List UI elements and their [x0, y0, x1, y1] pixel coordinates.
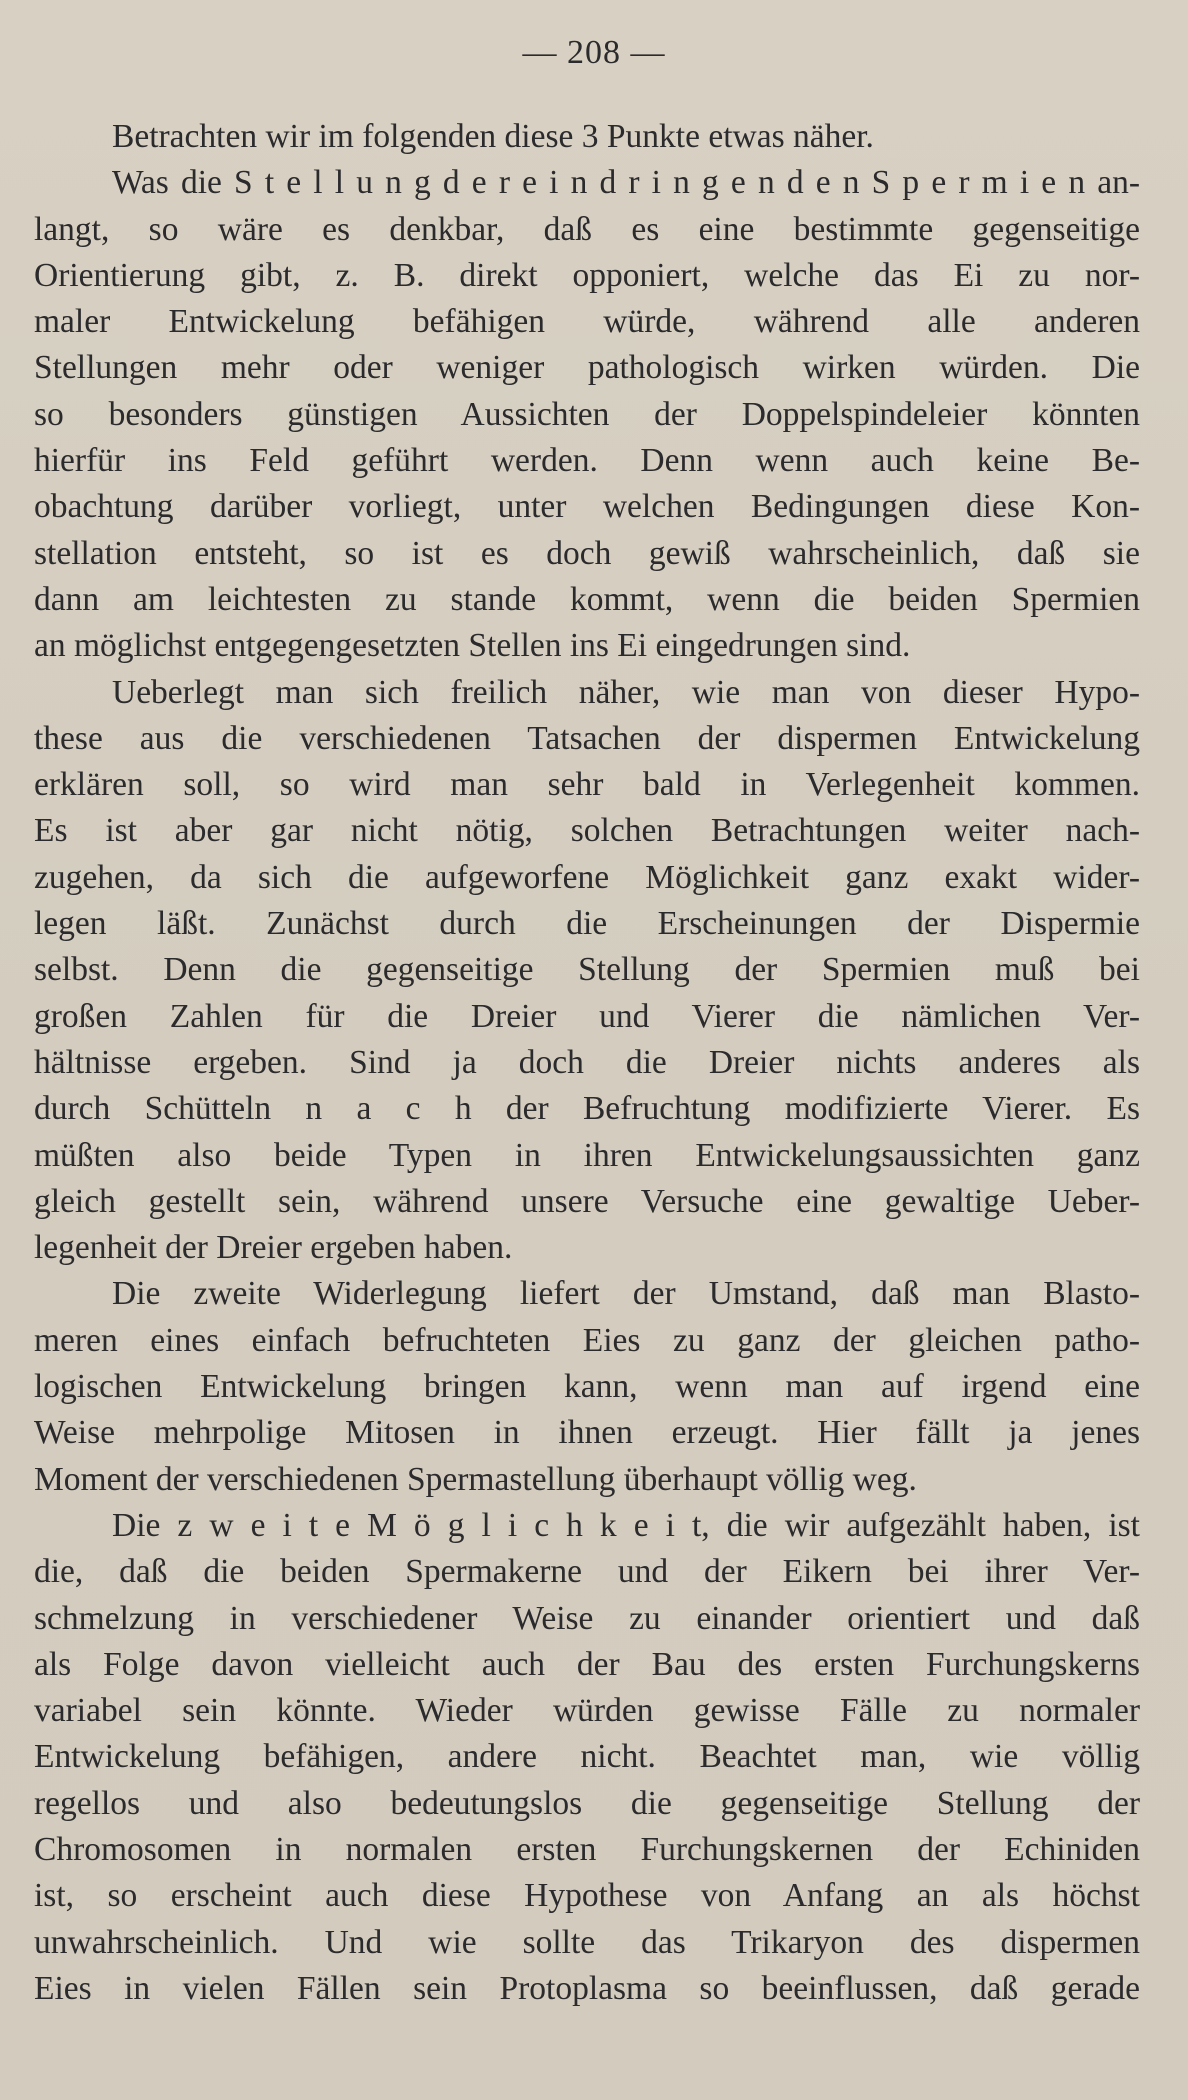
- text-line: stellation entsteht, so ist es doch gewiß wahrscheinlich, daß sie: [34, 534, 1140, 572]
- text-line: legen läßt. Zunächst durch die Erscheinungen der Dispermie: [34, 905, 1140, 943]
- text-line: Die z w e i t e M ö g l i c h k e i t, die wir aufgezählt haben, ist: [112, 1506, 1140, 1544]
- text-line: hältnisse ergeben. Sind ja doch die Dreier nichts anderes als: [34, 1043, 1140, 1081]
- text-line: Was die S t e l l u n g d e r e i n d r i n g e n d e n S p e r m i e n an-: [112, 164, 1140, 202]
- text-line: Weise mehrpolige Mitosen in ihnen erzeugt. Hier fällt ja jenes: [34, 1414, 1140, 1452]
- text-line: langt, so wäre es denkbar, daß es eine bestimmte gegenseitige: [34, 210, 1140, 248]
- text-line: these aus die verschiedenen Tatsachen der dispermen Entwickelung: [34, 719, 1140, 757]
- text-line: Stellungen mehr oder weniger pathologisch wirken würden. Die: [34, 349, 1140, 387]
- text-line: maler Entwickelung befähigen würde, während alle anderen: [34, 303, 1140, 341]
- text-line: schmelzung in verschiedener Weise zu einander orientiert und daß: [34, 1599, 1140, 1637]
- body-text: [34, 114, 1140, 2012]
- text-line: Betrachten wir im folgenden diese 3 Punkte etwas näher.: [112, 118, 874, 155]
- text-line: Eies in vielen Fällen sein Protoplasma so beeinflussen, daß gerade: [34, 1969, 1140, 2007]
- text-line: Chromosomen in normalen ersten Furchungskernen der Echiniden: [34, 1830, 1140, 1868]
- text-line: logischen Entwickelung bringen kann, wenn man auf irgend eine: [34, 1368, 1140, 1406]
- text-line: Ueberlegt man sich freilich näher, wie man von dieser Hypo-: [112, 673, 1140, 711]
- text-line: Entwickelung befähigen, andere nicht. Beachtet man, wie völlig: [34, 1738, 1140, 1776]
- text-line: obachtung darüber vorliegt, unter welchen Bedingungen diese Kon-: [34, 488, 1140, 526]
- text-line: so besonders günstigen Aussichten der Doppelspindeleier könnten: [34, 395, 1140, 433]
- text-line: durch Schütteln n a c h der Befruchtung modifizierte Vierer. Es: [34, 1090, 1140, 1128]
- text-line: dann am leichtesten zu stande kommt, wenn die beiden Spermien: [34, 580, 1140, 618]
- text-line: Die zweite Widerlegung liefert der Umstand, daß man Blasto-: [112, 1275, 1140, 1313]
- text-line: als Folge davon vielleicht auch der Bau des ersten Furchungskerns: [34, 1645, 1140, 1683]
- text-line: regellos und also bedeutungslos die gegenseitige Stellung der: [34, 1784, 1140, 1822]
- text-line: müßten also beide Typen in ihren Entwickelungsaussichten ganz: [34, 1136, 1140, 1174]
- text-line: an möglichst entgegengesetzten Stellen ins Ei eingedrungen sind.: [34, 627, 911, 665]
- text-line: Es ist aber gar nicht nötig, solchen Betrachtungen weiter nach-: [34, 812, 1140, 850]
- text-line: meren eines einfach befruchteten Eies zu ganz der gleichen patho-: [34, 1321, 1140, 1359]
- text-line: gleich gestellt sein, während unsere Versuche eine gewaltige Ueber-: [34, 1182, 1140, 1220]
- text-line: ist, so erscheint auch diese Hypothese von Anfang an als höchst: [34, 1877, 1140, 1915]
- text-line: variabel sein könnte. Wieder würden gewisse Fälle zu normaler: [34, 1692, 1140, 1730]
- text-line: die, daß die beiden Spermakerne und der Eikern bei ihrer Ver-: [34, 1553, 1140, 1591]
- page-number: — 208 —: [522, 34, 666, 71]
- text-line: zugehen, da sich die aufgeworfene Möglichkeit ganz exakt wider-: [34, 858, 1140, 896]
- text-line: unwahrscheinlich. Und wie sollte das Trikaryon des dispermen: [34, 1923, 1140, 1961]
- text-line: hierfür ins Feld geführt werden. Denn wenn auch keine Be-: [34, 442, 1140, 480]
- text-line: legenheit der Dreier ergeben haben.: [34, 1229, 513, 1267]
- text-line: selbst. Denn die gegenseitige Stellung der Spermien muß bei: [34, 951, 1140, 989]
- text-line: Orientierung gibt, z. B. direkt opponiert, welche das Ei zu nor-: [34, 256, 1140, 294]
- text-line: Moment der verschiedenen Spermastellung überhaupt völlig weg.: [34, 1460, 917, 1498]
- text-line: großen Zahlen für die Dreier und Vierer die nämlichen Ver-: [34, 997, 1140, 1035]
- text-line: erklären soll, so wird man sehr bald in Verlegenheit kommen.: [34, 766, 1140, 804]
